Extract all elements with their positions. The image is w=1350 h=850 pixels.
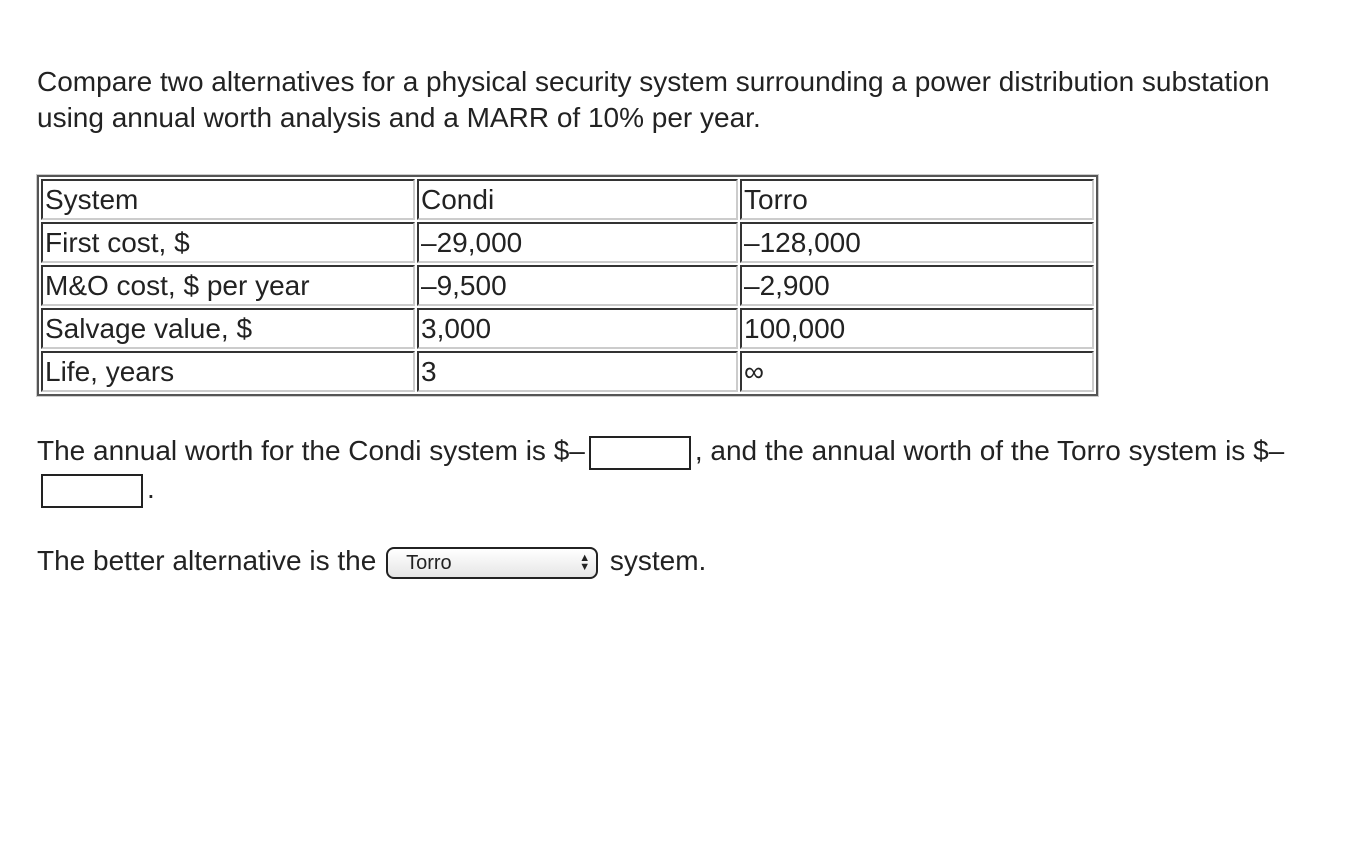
table-row [41,265,1094,306]
table-cell: M&O cost, $ per year [41,265,415,306]
selected-value: Torro [406,551,452,574]
table-cell: 3 [417,351,738,392]
table-cell: 100,000 [740,308,1094,349]
annual-worth-question [37,432,1297,508]
better-alternative-question [37,542,706,580]
table-header-row [41,179,1094,220]
table-cell: System [41,179,415,220]
table-cell: Life, years [41,351,415,392]
question-intro: Compare two alternatives for a physical security system surrounding a power distribution substation using annual worth analysis and a MARR of 10% per year. [37,66,1270,133]
better-alternative-label: The better alternative is the [37,545,377,576]
table-cell: –128,000 [740,222,1094,263]
comparison-table [37,175,1098,396]
system-suffix: system. [609,545,707,576]
torro-annual-worth-input[interactable] [41,474,143,508]
table-row [41,351,1094,392]
table-cell: 3,000 [417,308,738,349]
table-cell: First cost, $ [41,222,415,263]
condi-annual-worth-input[interactable] [589,436,691,470]
table-row [41,308,1094,349]
table-cell: –9,500 [417,265,738,306]
table-row [41,222,1094,263]
table-cell: ∞ [740,351,1094,392]
table-cell: –2,900 [740,265,1094,306]
select-arrows-icon: ▲ ▼ [579,551,591,573]
table-cell: Condi [417,179,738,220]
torro-aw-label: , and the annual worth of the Torro system is $– [694,435,1285,466]
table-cell: –29,000 [417,222,738,263]
better-alternative-select[interactable] [386,547,598,579]
condi-aw-label: The annual worth for the Condi system is $– [37,435,585,466]
table-cell: Torro [740,179,1094,220]
period: . [147,473,155,504]
table-cell: Salvage value, $ [41,308,415,349]
